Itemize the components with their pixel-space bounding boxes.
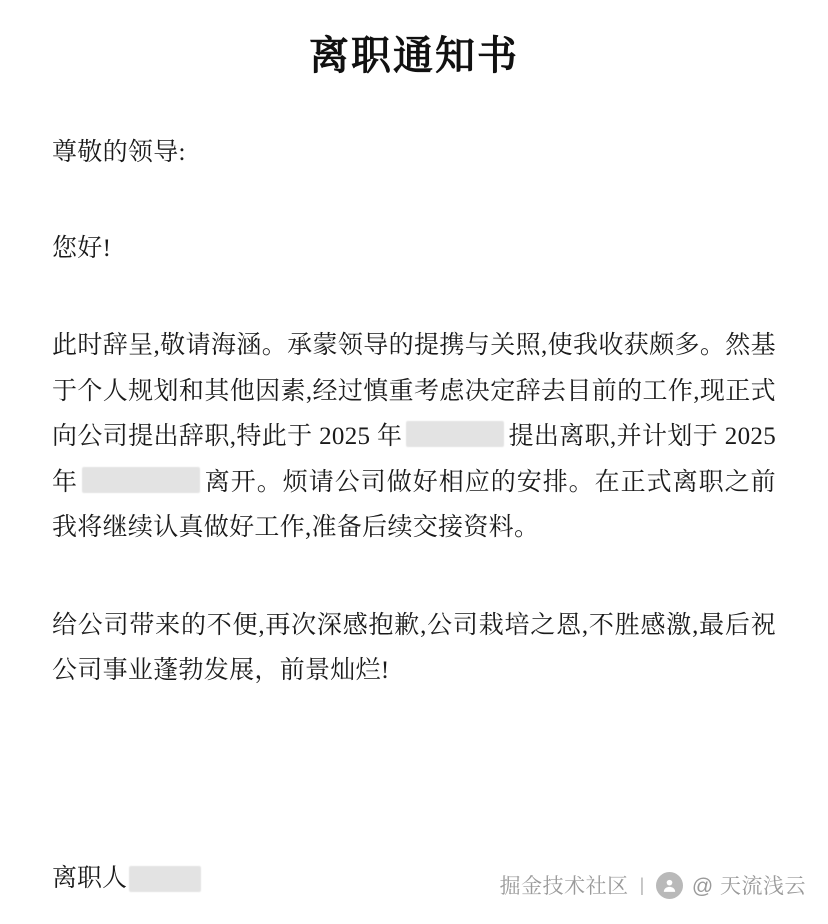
document-page (0, 16, 828, 924)
redacted-signature-name (129, 866, 201, 892)
watermark-author: @ 天流浅云 (691, 875, 806, 898)
closing-paragraph: 给公司带来的不便,再次深感抱歉,公司栽培之恩,不胜感激,最后祝公司事业蓬勃发展，前景灿烂! (52, 611, 776, 684)
main-paragraph (52, 323, 776, 551)
redacted-date-1 (406, 421, 504, 447)
avatar (656, 872, 683, 899)
document-body (52, 130, 776, 694)
salutation-line: 尊敬的领导: (52, 139, 186, 166)
main-paragraph-part-1: 此时辞呈,敬请海涵。承蒙领导的提携与关照,使我收获颇多。然基于个人规划和其他因素,经过慎重考虑决定辞去目前的工作,现正式向公司提出辞职,特此于 2025 年 (52, 332, 776, 450)
main-paragraph-part-2: 提出离职,并计划于 2025 年 (52, 423, 777, 496)
signature-label: 离职人 (52, 865, 128, 892)
greeting-line: 您好! (52, 234, 112, 262)
signature-line (52, 861, 201, 896)
main-paragraph-part-3: 离开。烦请公司做好相应的安排。在正式离职之前我将继续认真做好工作,准备后续交接资料。 (52, 468, 776, 541)
watermark-site: 掘金技术社区 (499, 875, 629, 898)
redacted-date-2 (82, 467, 200, 493)
watermark (500, 870, 806, 900)
page-title: 离职通知书 (309, 33, 519, 78)
watermark-separator: | (639, 874, 645, 895)
